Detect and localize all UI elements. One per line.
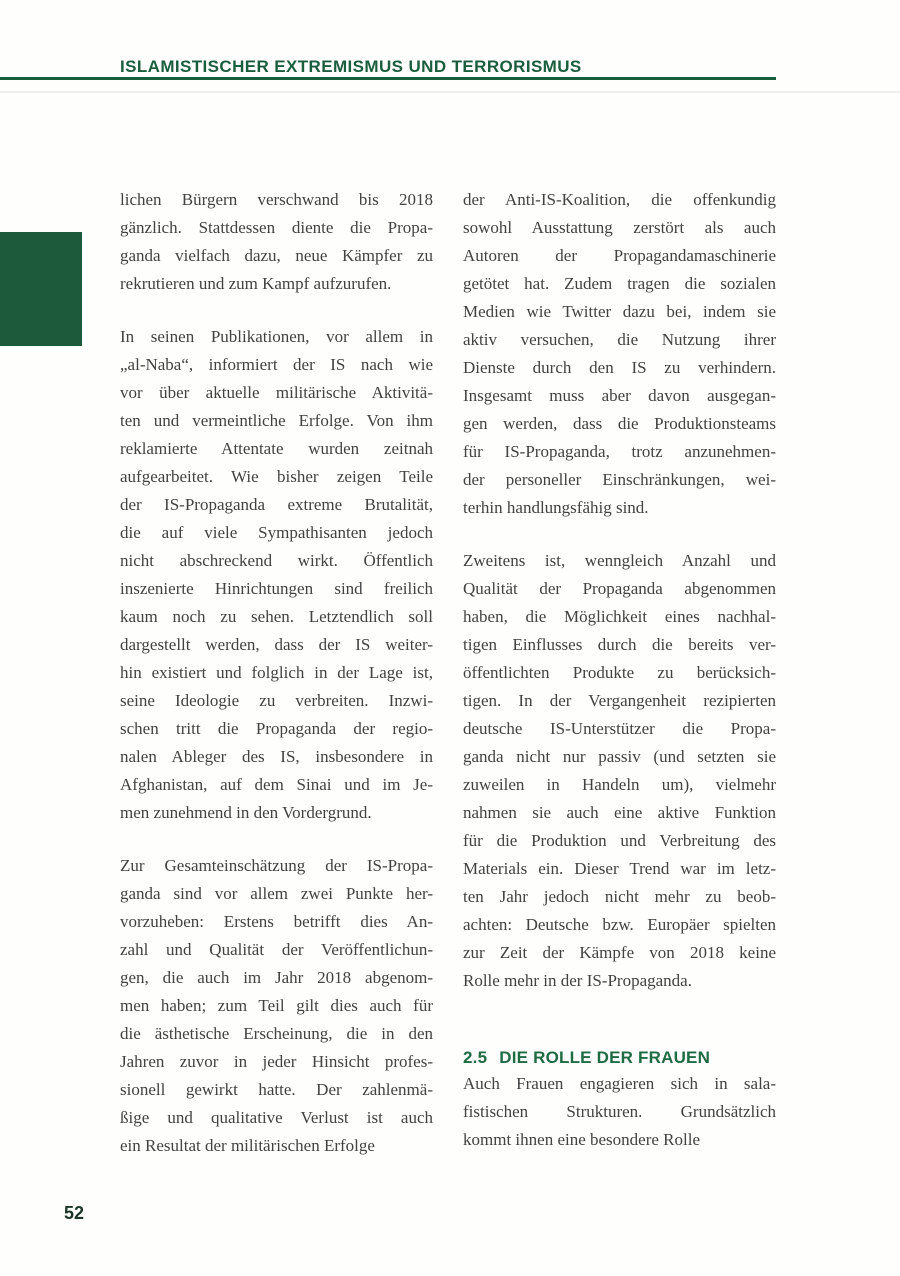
paragraph: Zweitens ist, wenngleich Anzahl und Qualität der Propaganda abgenommen haben, die Möglichkeit eines nachhal- tigen Einflusses durch die bereits ver- öffentlichten Produkte zu berücksich- tigen. In der Vergangenheit rezipierten deutsche IS-Unterstützer die Propa- ganda nicht nur passiv (und setzten sie zuweilen in Handeln um), vielmehr nahmen sie auch eine aktive Funktion für die Produktion und Verbreitung des Materials ein. Dieser Trend war im letz- ten Jahr jedoch nicht mehr zu beob- achten: Deutsche bzw. Europäer spielten zur Zeit der Kämpfe von 2018 keine Rolle mehr in der IS-Propaganda. (463, 551, 776, 990)
right-column (463, 186, 776, 1160)
section-number: 2.5 (463, 1048, 488, 1067)
paragraph: der Anti-IS-Koalition, die offenkundig sowohl Ausstattung zerstört als auch Autoren der Propagandamaschinerie getötet hat. Zudem tragen die sozialen Medien wie Twitter dazu bei, indem sie aktiv versuchen, die Nutzung ihrer Dienste durch den IS zu verhindern. Insgesamt muss aber davon ausgegan- gen werden, dass die Produktionsteams für IS-Propaganda, trotz anzunehmen- der personeller Einschränkungen, wei- terhin handlungsfähig sind. (463, 190, 776, 517)
header-rule (0, 77, 776, 80)
page-number: 52 (64, 1203, 85, 1223)
left-column (120, 186, 433, 1160)
chapter-side-tab (0, 232, 82, 346)
page-header-title: ISLAMISTISCHER EXTREMISMUS UND TERRORISMUS (120, 57, 582, 76)
paragraph: Auch Frauen engagieren sich in sala- fistischen Strukturen. Grundsätzlich kommt ihnen eine besondere Rolle (463, 1074, 776, 1149)
paragraph: lichen Bürgern verschwand bis 2018 gänzlich. Stattdessen diente die Propa- ganda vielfach dazu, neue Kämpfer zu rekrutieren und zum Kampf aufzurufen. (120, 190, 433, 293)
scan-artifact-line (0, 91, 900, 93)
section-heading (463, 1048, 776, 1068)
paragraph: Zur Gesamteinschätzung der IS-Propa- ganda sind vor allem zwei Punkte her- vorzuheben: Erstens betrifft dies An- zahl und Qualität der Veröffentlichun- gen, die auch im Jahr 2018 abgenom- men haben; zum Teil gilt dies auch für die ästhetische Erscheinung, die in den Jahren zuvor in jeder Hinsicht profes- sionell gewirkt hatte. Der zahlenmä- ßige und qualitative Verlust ist auch ein Resultat der militärischen Erfolge (120, 856, 433, 1155)
paragraph: In seinen Publikationen, vor allem in „al-Naba“, informiert der IS nach wie vor über aktuelle militärische Aktivitä- ten und vermeintliche Erfolge. Von ihm reklamierte Attentate wurden zeitnah aufgearbeitet. Wie bisher zeigen Teile der IS-Propaganda extreme Brutalität, die auf viele Sympathisanten jedoch nicht abschreckend wirkt. Öffentlich inszenierte Hinrichtungen sind freilich kaum noch zu sehen. Letztendlich soll dargestellt werden, dass der IS weiter- hin existiert und folglich in der Lage ist, seine Ideologie zu verbreiten. Inzwi- schen tritt die Propaganda der regio- nalen Ableger des IS, insbesondere in Afghanistan, auf dem Sinai und im Je- men zunehmend in den Vordergrund. (120, 327, 433, 822)
section-title: DIE ROLLE DER FRAUEN (499, 1048, 711, 1067)
text-columns (120, 186, 776, 1160)
